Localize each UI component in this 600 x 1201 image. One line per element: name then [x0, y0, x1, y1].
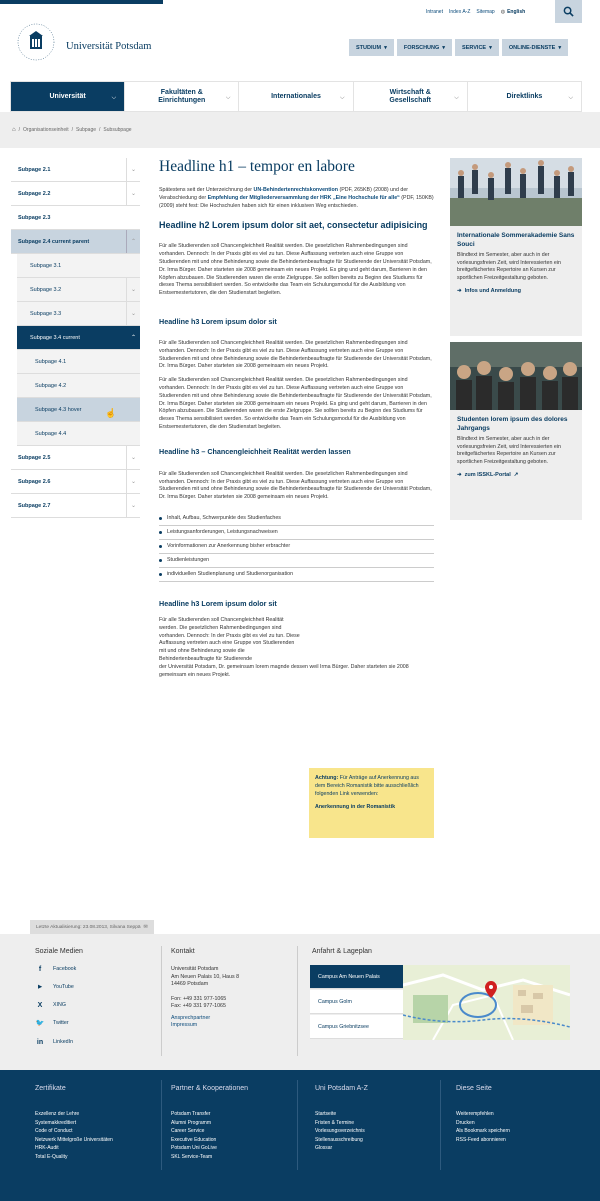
linkedin-icon: in — [36, 1038, 44, 1046]
footer-link[interactable]: Systemakkreditiert — [35, 1119, 77, 1126]
card-link[interactable]: ➜ zum ISSKL-Portal ↗ — [457, 472, 519, 478]
divider — [297, 946, 298, 1056]
contact-heading: Kontakt — [171, 948, 195, 955]
last-update: Letzte Aktualisierung: 23.08.2013, Silvana Seppä ✉ — [30, 920, 154, 934]
mail-icon[interactable]: ✉ — [143, 924, 148, 930]
card-title: Studenten lorem ipsum des dolores Jahrgangs — [457, 416, 568, 432]
romanistik-link[interactable]: Anerkennung in der Romanistik — [315, 804, 396, 811]
main-nav-direktlinks[interactable]: Direktlinks ⌵ — [506, 92, 574, 101]
social-youtube[interactable]: ▶ YouTube — [35, 982, 74, 992]
sidebar-item[interactable]: Subpage 3.2 ⌄ — [17, 278, 140, 302]
divider — [161, 946, 162, 1056]
card-title: Internationale Sommerakademie Sans Souci — [457, 232, 575, 248]
paragraph: der Universität Potsdam, Dr. gemeinsam lorem magnde dessen weil Irma Bürger. Daher starteten sie 2008 gemeinsam ein neues Projekt. — [159, 663, 409, 678]
card-text: Blindtext im Semester, aber auch in der vorlesungsfreien Zeit, wird Interessierten ein breitgefächertes Repertoire an Kursen zur sportlichen Freizeitgestaltung geboten. — [457, 252, 561, 281]
footer-links-area — [0, 1070, 600, 1201]
sidebar-item[interactable]: Subpage 4.2 — [17, 374, 140, 398]
facebook-icon: f — [38, 965, 42, 973]
divider — [297, 1080, 298, 1170]
caret-down-icon: ▾ — [489, 44, 492, 51]
social-twitter[interactable]: 🐦 Twitter — [35, 1020, 69, 1027]
social-linkedin[interactable]: in LinkedIn — [36, 1038, 74, 1046]
caret-down-icon: ▾ — [384, 44, 387, 51]
sidebar-item[interactable]: Subpage 2.7 ⌄ — [11, 494, 140, 518]
chevron-down-icon[interactable]: ⌄ — [126, 182, 140, 205]
section-heading-h2: Headline h2 Lorem ipsum dolor sit aet, consectetur adipisicing — [159, 220, 428, 231]
main-nav-universitaet[interactable]: Universität ⌵ — [11, 82, 125, 111]
university-seal-logo[interactable] — [16, 22, 56, 62]
sidebar-item[interactable]: Subpage 3.1 — [17, 254, 140, 278]
sidebar-item[interactable]: Subpage 3.4 current ⌃ — [17, 326, 140, 350]
main-nav-internationales[interactable]: Internationales ⌵ — [239, 82, 353, 111]
footer-link[interactable]: SKL Service-Team — [171, 1153, 213, 1160]
footer-link[interactable]: HRK-Audit — [35, 1145, 59, 1151]
footer-link[interactable]: Netzwerk Mittelgroße Universitäten — [35, 1136, 113, 1143]
certificates-links — [35, 1110, 113, 1161]
footer-link[interactable]: Career Service — [171, 1128, 205, 1134]
footer-link[interactable]: Startseite — [315, 1111, 337, 1117]
chevron-down-icon[interactable]: ⌄ — [126, 494, 140, 517]
service-nav-forschung[interactable]: FORSCHUNG ▾ — [397, 39, 452, 56]
youtube-icon: ▶ — [38, 984, 42, 990]
chevron-up-icon[interactable]: ⌃ — [126, 326, 140, 349]
partners-heading: Partner & Kooperationen — [171, 1085, 249, 1092]
top-accent-bar — [0, 0, 163, 4]
arrow-right-icon: ➜ — [457, 288, 462, 294]
footer-link[interactable]: Stellenausschreibung — [315, 1136, 363, 1143]
sidebar-item[interactable]: Subpage 2.4 current parent ⌃ — [11, 230, 140, 254]
chevron-down-icon: ⌵ — [454, 95, 459, 101]
service-nav-service[interactable]: SERVICE ▾ — [455, 39, 499, 56]
sidebar-item[interactable]: Subpage 2.6 ⌄ — [11, 470, 140, 494]
footer-link[interactable]: Glossar — [315, 1145, 333, 1151]
sidebar-item[interactable]: Subpage 3.3 ⌄ — [17, 302, 140, 326]
footer-link[interactable]: Total E-Quality — [35, 1153, 68, 1160]
az-heading: Uni Potsdam A-Z — [315, 1085, 368, 1092]
twitter-icon: 🐦 — [35, 1020, 45, 1027]
footer-link[interactable]: Weiterempfehlen — [456, 1111, 494, 1117]
cheering-students-image — [450, 342, 582, 410]
campus-am-neuen-palais[interactable]: Campus Am Neuen Palais — [310, 965, 403, 989]
section-heading-h3: Headline h3 – Chancengleichheit Realität werden lassen — [159, 446, 351, 456]
paragraph: Für alle Studierenden soll Chancengleichheit Realität werden. Die gesetzlichen Rahmenbedingungen sind vorhanden. Dennoch: In der Praxis gibt es viel zu tun. Diese Auffassung vertreten auch eine Gruppe von Studierenden mit und ohne Behinderung sowie die Behindertenbeauftragte für Studierende der Universität Potsdam, Dr. Irma Bürger. Daher starteten sie 2008 gemeinsam ein neues Projekt. — [159, 470, 432, 501]
footer-link[interactable]: Alumni Programm — [171, 1119, 212, 1126]
un-convention-link[interactable]: UN-Behindertenrechtskonvention — [253, 187, 338, 193]
service-nav-online-dienste[interactable]: ONLINE-DIENSTE ▾ — [502, 39, 568, 56]
chevron-down-icon: ⌵ — [225, 95, 231, 101]
this-page-heading: Diese Seite — [456, 1085, 492, 1092]
page-title: Headline h1 – tempor en labore — [159, 158, 355, 175]
chevron-down-icon[interactable]: ⌄ — [126, 470, 140, 493]
list-item: individuellen Studienplanung und Studienorganisation — [159, 568, 434, 582]
footer-link[interactable]: Potsdam Transfer — [171, 1111, 211, 1117]
sidebar-item[interactable]: Subpage 2.3 — [11, 206, 140, 230]
breadcrumb-current: Subsubpage — [103, 127, 132, 133]
chevron-down-icon: ⌵ — [340, 95, 345, 101]
sidebar-item[interactable]: Subpage 2.2 ⌄ — [11, 182, 140, 206]
list-item: Studienleistungen — [159, 554, 434, 568]
campus-map[interactable] — [403, 965, 570, 1040]
footer-link[interactable]: Als Bookmark speichern — [456, 1128, 510, 1134]
caret-down-icon: ▾ — [558, 44, 562, 51]
intranet-link[interactable]: Intranet — [426, 9, 443, 15]
footer-link[interactable]: Executive Education — [171, 1136, 217, 1143]
intro-paragraph: Spätestens seit der Unterzeichnung der UN-Behindertenrechtskonvention (PDF, 265KB) (2008) und der Verabschiedung der Empfehlung der Mitgliederversammlung der HRK „Eine Hochschule für alle“ (PDF, 150KB) (2009) steht fest: Die Hochschulen haben sich für einen inklusiven Weg entschieden. — [159, 187, 434, 209]
list-item: Inhalt, Aufbau, Schwerpunkte des Studienfaches — [159, 512, 434, 526]
this-page-links — [456, 1110, 510, 1144]
service-nav-studium[interactable]: STUDIUM ▾ — [349, 39, 394, 56]
sidebar-item[interactable]: Subpage 2.5 ⌄ — [11, 446, 140, 470]
chevron-down-icon[interactable]: ⌄ — [126, 446, 140, 469]
social-xing[interactable]: X XING — [35, 1000, 66, 1010]
chevron-down-icon[interactable]: ⌄ — [126, 302, 140, 325]
language-switch[interactable]: ◍ English — [500, 9, 526, 15]
list-item: Leistungsanforderungen, Leistungsnachweisen — [159, 526, 434, 540]
paragraph: Für alle Studierenden soll Chancengleichheit Realität werden. Die gesetzlichen Rahmenbedingungen sind vorhanden. Dennoch: In der Praxis gibt es viel zu tun. Diese Auffassung vertreten auch eine Gruppe von Studierenden mit und ohne Behinderung sowie die Behindertenbeauftragte für Studierende der Universität Potsdam, Dr. Irma Bürger. Daher starteten sie 2008 gemeinsam ein neues Projekt. — [159, 339, 432, 370]
teaser-card — [450, 342, 582, 520]
campus-griebnitzsee[interactable]: Campus Griebnitzsee — [310, 1015, 403, 1039]
campus-golm[interactable]: Campus Golm — [310, 990, 403, 1014]
hrk-link[interactable]: Empfehlung der Mitgliederversammlung der HRK „Eine Hochschule für alle“ — [207, 194, 400, 201]
section-heading-h3: Headline h3 Lorem ipsum dolor sit — [159, 316, 277, 326]
jumping-students-image — [450, 158, 582, 226]
xing-icon: X — [37, 1001, 43, 1009]
chevron-down-icon: ⌵ — [568, 95, 574, 101]
footer-link[interactable]: RSS-Feed abonnieren — [456, 1136, 506, 1143]
chevron-down-icon[interactable]: ⌄ — [126, 278, 140, 301]
footer-link[interactable]: Code of Conduct — [35, 1128, 73, 1134]
external-link-icon: ↗ — [513, 472, 519, 478]
divider — [161, 1080, 162, 1170]
footer-link[interactable]: Fristen & Termine — [315, 1119, 355, 1126]
paragraph: Für alle Studierenden soll Chancengleichheit Realität werden. Die gesetzlichen Rahmenbedingungen sind vorhanden. Dennoch: In der Praxis gibt es viel zu tun. Diese Auffassung vertreten auch eine Gruppe von Studierenden mit und ohne Behinderung sowie die Behindertenbeauftragte für Studierende der Universität Potsdam, Dr. Irma Bürger. Daher starteten sie 2008 gemeinsam ein neues Projekt. Es ging und geht darum, Barrieren in den Köpfen abzubauen. Die Studierenden waren die erste Zielgruppe. Sie sollten bereits zu Beginn des Studiums für dieses Thema sensibilisiert werden. So entwickelte das Team ein Schulungsmodul für die Ausbildung von Erstsemestertutoren, die den Studienstart begleiten. — [159, 243, 432, 297]
breadcrumb-item[interactable]: Subpage — [76, 127, 97, 133]
university-name[interactable]: Universität Potsdam — [66, 41, 152, 52]
main-nav-wirtschaft[interactable]: Wirtschaft & Gesellschaft ⌵ — [354, 82, 468, 111]
chevron-down-icon: ⌵ — [111, 95, 117, 101]
main-nav — [10, 81, 582, 112]
footer-link[interactable]: Exzellenz der Lehre — [35, 1111, 80, 1117]
globe-icon: ◍ — [500, 9, 506, 15]
card-text: Blindtext im Semester, aber auch in der vorlesungsfreien Zeit, wird Interessierten ein breitgefächertes Repertoire an Kursen zur sportlichen Freizeitgestaltung geboten. — [457, 436, 561, 465]
imprint-link[interactable]: Impressum — [171, 1022, 198, 1028]
paragraph: Für alle Studierenden soll Chancengleichheit Realität werden. Die gesetzlichen Rahmenbedingungen sind vorhanden. Dennoch: In der Praxis gibt es viel zu tun. Diese Auffassung vertreten auch eine Gruppe von Studierenden mit und ohne Behinderung sowie die Behindertenbeauftragte für Studierende — [159, 616, 300, 662]
sitemap-link[interactable]: Sitemap — [476, 9, 495, 15]
top-links — [426, 9, 525, 15]
breadcrumb-item[interactable]: Organisationseinheit — [23, 127, 69, 133]
service-nav — [349, 39, 568, 56]
search-button[interactable] — [555, 0, 582, 23]
footer-link[interactable]: Potsdam Uni GoLive — [171, 1145, 217, 1151]
divider — [440, 1080, 441, 1170]
sidebar-item[interactable]: Subpage 2.1 ⌄ — [11, 158, 140, 182]
chevron-down-icon[interactable]: ⌄ — [126, 158, 140, 181]
contact-address: Universität Potsdam Am Neuen Palais 10, Haus 8 14469 Potsdam Fon: +49 331 977-1065 Fax: +49 331 977-1065 Ansprechpartner Impressum — [171, 966, 240, 1028]
footer-link[interactable]: Vorlesungsverzeichnis — [315, 1128, 365, 1134]
paragraph: Für alle Studierenden soll Chancengleichheit Realität werden. Die gesetzlichen Rahmenbedingungen sind vorhanden. Dennoch: In der Praxis gibt es viel zu tun. Diese Auffassung vertreten auch eine Gruppe von Studierenden mit und ohne Behinderung sowie die Behindertenbeauftragte für Studierende der Universität Potsdam, Dr. Irma Bürger. Daher starteten sie 2008 gemeinsam ein neues Projekt. Es ging und geht darum, Barrieren in den Köpfen abzubauen. Die Studierenden waren die erste Zielgruppe. Sie sollten bereits zu Beginn des Studiums für dieses Thema sensibilisiert werden. So entwickelte das Team ein Schulungsmodul für die Ausbildung von Erstsemestertutoren, die den Studienstart begleiten. — [159, 377, 432, 430]
chevron-up-icon[interactable]: ⌃ — [126, 230, 140, 253]
contact-persons-link[interactable]: Ansprechpartner — [171, 1014, 211, 1021]
az-links — [315, 1110, 365, 1153]
card-link[interactable]: ➜ Infos und Anmeldung — [457, 288, 521, 294]
social-media-heading: Soziale Medien — [35, 948, 83, 955]
note-box: Achtung: Für Anträge auf Anerkennung aus dem Bereich Romanistik bitte ausschließlich folgenden Link verwenden: Anerkennung in der Romanistik — [309, 768, 434, 838]
sidebar-item[interactable]: Subpage 4.3 hover ☝ — [17, 398, 140, 422]
list-item: Vorinformationen zur Anerkennung bisher erbrachter — [159, 540, 434, 554]
caret-down-icon: ▾ — [442, 44, 446, 51]
sidebar-item[interactable]: Subpage 4.4 — [17, 422, 140, 446]
footer-link[interactable]: Drucken — [456, 1119, 475, 1126]
sidebar-item[interactable]: Subpage 4.1 — [17, 350, 140, 374]
breadcrumb: ⌂ / Organisationseinheit / Subpage / Subsubpage — [12, 127, 132, 133]
hand-cursor-icon: ☝ — [105, 408, 117, 418]
bullet-list — [159, 512, 434, 582]
arrow-right-icon: ➜ — [457, 472, 462, 478]
certificates-heading: Zertifikate — [35, 1085, 66, 1092]
main-content — [159, 158, 434, 679]
directions-heading: Anfahrt & Lageplan — [312, 948, 372, 955]
teaser-card — [450, 158, 582, 336]
partners-links — [171, 1110, 217, 1161]
section-heading-h3: Headline h3 Lorem ipsum dolor sit — [159, 598, 277, 608]
social-facebook[interactable]: f Facebook — [35, 964, 76, 974]
index-link[interactable]: Index A-Z — [448, 9, 471, 15]
home-icon[interactable]: ⌂ — [12, 127, 16, 133]
sidebar-nav — [11, 158, 140, 518]
search-icon — [563, 6, 574, 17]
main-nav-fakultaeten[interactable]: Fakultäten & Einrichtungen ⌵ — [125, 82, 239, 111]
